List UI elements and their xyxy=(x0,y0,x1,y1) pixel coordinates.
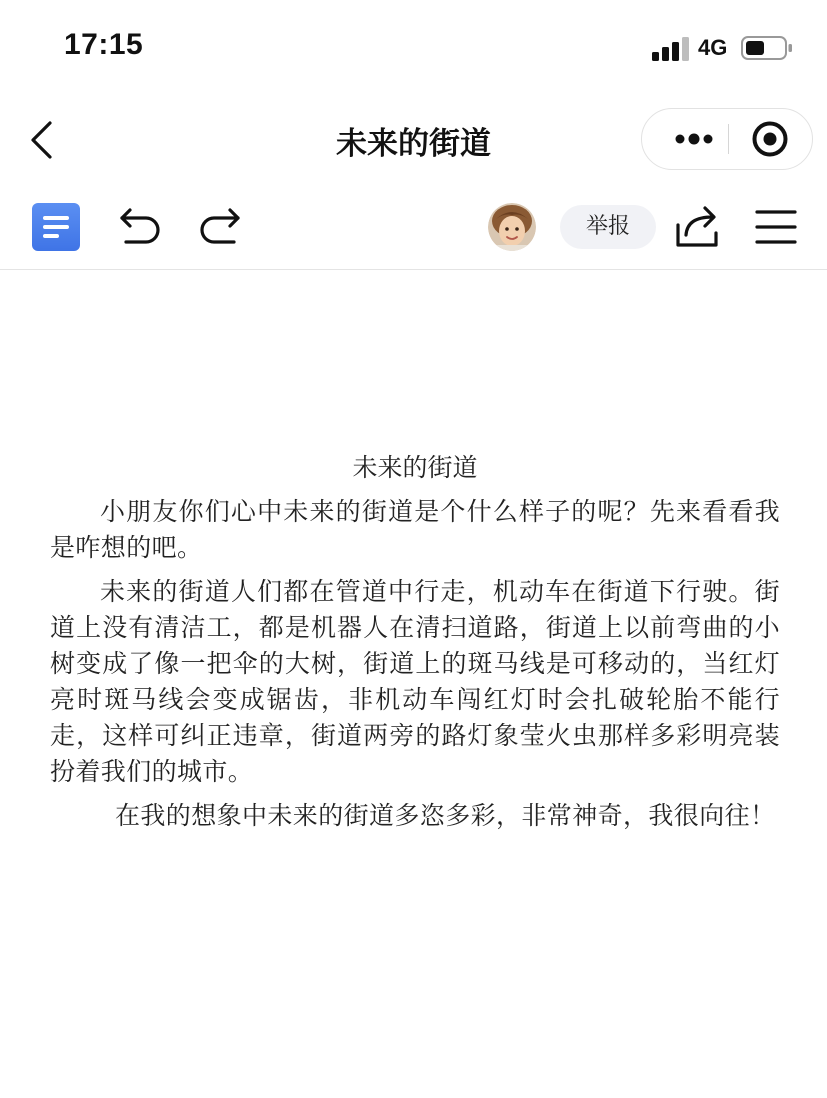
document-heading: 未来的街道 xyxy=(352,453,478,482)
nav-bar xyxy=(0,96,827,184)
more-icon xyxy=(674,133,714,145)
report-button[interactable]: 举报 xyxy=(560,205,656,249)
status-bar xyxy=(0,0,827,96)
status-time: 17:15 xyxy=(64,28,144,61)
document-icon[interactable] xyxy=(32,203,80,251)
signal-icon xyxy=(652,37,690,61)
document-body xyxy=(50,450,780,842)
network-label: 4G xyxy=(698,35,728,60)
close-button[interactable] xyxy=(736,109,804,169)
capsule-divider xyxy=(728,124,729,154)
close-icon xyxy=(751,120,789,158)
avatar[interactable] xyxy=(488,203,536,251)
battery-icon xyxy=(741,36,793,60)
document-paragraph: 小朋友你们心中未来的街道是个什么样子的呢？先来看看我是咋想的吧。 xyxy=(50,497,780,562)
page-title: 未来的街道 xyxy=(336,126,491,162)
document-paragraph: 在我的想象中未来的街道多恣多彩，非常神奇，我很向往！ xyxy=(115,801,776,830)
share-icon[interactable] xyxy=(675,203,719,249)
redo-icon[interactable] xyxy=(198,206,242,246)
document-paragraph: 未来的街道人们都在管道中行走，机动车在街道下行驶。街道上没有清洁工，都是机器人在清扫道路，街道上以前弯曲的小树变成了像一把伞的大树，街道上的斑马线是可移动的，当红灯亮时斑马线会变成锯齿，非机动车闯红灯时会扎破轮胎不能行走，这样可纠正违章，街道两旁的路灯象莹火虫那样多彩明亮装扮着我们的城市。 xyxy=(50,577,780,786)
more-button[interactable] xyxy=(660,109,728,169)
mini-program-capsule xyxy=(641,108,813,170)
toolbar xyxy=(0,184,827,270)
menu-icon[interactable] xyxy=(755,208,797,246)
undo-icon[interactable] xyxy=(118,206,162,246)
